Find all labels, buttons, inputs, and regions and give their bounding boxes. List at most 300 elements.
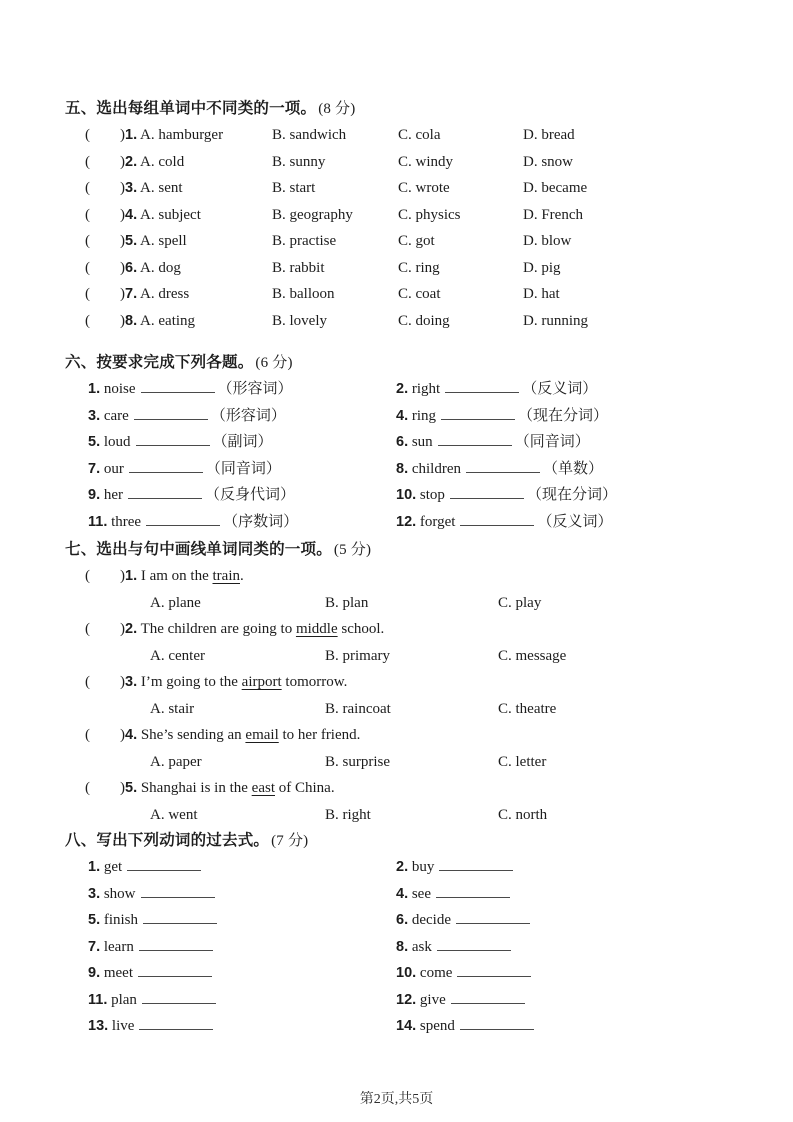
question-number: 9. bbox=[88, 965, 101, 981]
fill-item bbox=[88, 934, 396, 961]
item-word: care bbox=[103, 407, 129, 424]
option-text: wrote bbox=[415, 180, 450, 196]
fill-item bbox=[88, 960, 396, 987]
answer-bracket-open: ( bbox=[85, 180, 90, 196]
question-number: 7. bbox=[88, 460, 101, 477]
underlined-word: middle bbox=[295, 621, 338, 637]
answer-blank bbox=[439, 857, 513, 871]
section-title bbox=[65, 828, 738, 854]
sentence-post: of China. bbox=[275, 780, 335, 796]
options-row bbox=[150, 643, 738, 670]
answer-bracket-close: ) bbox=[120, 568, 125, 584]
question-sentence bbox=[120, 616, 738, 643]
answer-blank bbox=[445, 379, 519, 393]
item-hint: （反义词） bbox=[537, 513, 613, 530]
fill-items-grid bbox=[88, 376, 738, 535]
fill-item bbox=[396, 482, 738, 509]
item-word: buy bbox=[411, 859, 435, 875]
item-word: three bbox=[111, 513, 142, 530]
item-hint: （形容词） bbox=[217, 381, 293, 397]
underlined-word: east bbox=[251, 780, 275, 796]
question-row bbox=[85, 722, 738, 749]
sentence-pre: She’s sending an bbox=[140, 727, 246, 743]
fill-item bbox=[88, 881, 396, 908]
answer-bracket-close: ) bbox=[120, 286, 125, 302]
sentence-pre: I’m going to the bbox=[140, 674, 242, 690]
answer-blank bbox=[139, 1016, 213, 1030]
answer-blank bbox=[436, 884, 510, 898]
option-c bbox=[398, 308, 523, 335]
fill-item bbox=[88, 987, 396, 1014]
section-title-text: 五、选出每组单词中不同类的一项。 bbox=[65, 100, 317, 117]
option-a bbox=[150, 749, 325, 776]
fill-item bbox=[396, 907, 738, 934]
question-row bbox=[85, 122, 738, 149]
item-word: stop bbox=[419, 487, 445, 503]
option-label: B. bbox=[325, 594, 339, 611]
item-word: right bbox=[411, 381, 441, 397]
answer-bracket-close: ) bbox=[120, 621, 125, 637]
option-d bbox=[523, 202, 738, 229]
options-row bbox=[150, 802, 738, 829]
option-text: bread bbox=[541, 127, 575, 143]
question-number: 7. bbox=[125, 286, 138, 302]
option-text: center bbox=[168, 647, 205, 664]
question-row bbox=[85, 175, 738, 202]
option-text: got bbox=[415, 233, 435, 249]
sentence-pre: I am on the bbox=[140, 568, 213, 584]
option-text: raincoat bbox=[342, 700, 391, 717]
fill-item bbox=[396, 376, 738, 403]
option-text: windy bbox=[415, 153, 454, 170]
option-text: eating bbox=[158, 312, 196, 329]
option-label: A. bbox=[140, 127, 155, 143]
option-c bbox=[398, 255, 523, 282]
option-text: hat bbox=[541, 286, 560, 302]
option-label: B. bbox=[272, 206, 286, 223]
answer-blank bbox=[128, 485, 202, 499]
option-a bbox=[150, 696, 325, 723]
answer-blank bbox=[141, 884, 215, 898]
question-number: 4. bbox=[125, 727, 138, 743]
option-text: hamburger bbox=[158, 127, 224, 143]
question-number: 1. bbox=[125, 127, 138, 143]
item-hint: （形容词） bbox=[210, 407, 286, 424]
fill-item bbox=[396, 960, 738, 987]
option-text: cold bbox=[158, 153, 185, 170]
section-score: (6 分) bbox=[255, 355, 293, 371]
answer-blank bbox=[451, 990, 525, 1004]
question-row bbox=[85, 149, 738, 176]
option-text: message bbox=[515, 647, 567, 664]
option-b bbox=[272, 308, 398, 335]
options-row bbox=[150, 696, 738, 723]
section-title bbox=[65, 350, 738, 376]
option-label: B. bbox=[272, 312, 286, 329]
fill-item bbox=[396, 1013, 738, 1040]
question-number: 1. bbox=[88, 381, 101, 397]
option-text: sunny bbox=[289, 153, 326, 170]
question-row bbox=[85, 281, 738, 308]
question-number: 12. bbox=[396, 513, 417, 530]
option-b bbox=[325, 590, 498, 617]
option-d bbox=[523, 308, 738, 335]
option-text: running bbox=[541, 312, 589, 329]
item-word: ring bbox=[411, 407, 437, 424]
item-word: live bbox=[111, 1018, 135, 1034]
question-number: 4. bbox=[396, 407, 409, 424]
option-text: lovely bbox=[289, 312, 328, 329]
answer-bracket-open: ( bbox=[85, 259, 90, 276]
option-text: doing bbox=[415, 312, 450, 329]
option-label: C. bbox=[498, 806, 512, 823]
option-text: pig bbox=[541, 259, 561, 276]
item-word: give bbox=[419, 991, 446, 1008]
fill-item bbox=[88, 907, 396, 934]
option-label: A. bbox=[140, 153, 155, 170]
option-d bbox=[523, 255, 738, 282]
option-b bbox=[325, 643, 498, 670]
fill-item bbox=[396, 934, 738, 961]
fill-item bbox=[396, 854, 738, 881]
option-c bbox=[398, 281, 523, 308]
option-label: C. bbox=[398, 286, 412, 302]
answer-blank bbox=[136, 432, 210, 446]
option-text: sent bbox=[158, 180, 183, 196]
option-c bbox=[398, 175, 523, 202]
answer-blank bbox=[127, 857, 201, 871]
answer-bracket-close: ) bbox=[120, 206, 125, 223]
item-hint: （序数词） bbox=[223, 513, 299, 530]
option-text: play bbox=[515, 594, 542, 611]
fill-item bbox=[88, 854, 396, 881]
question-number: 9. bbox=[88, 487, 101, 503]
question-number: 3. bbox=[125, 674, 138, 690]
page-footer: 第2页,共5页 bbox=[359, 1092, 434, 1107]
option-label: D. bbox=[523, 233, 538, 249]
question-number: 2. bbox=[396, 381, 409, 397]
answer-blank bbox=[139, 937, 213, 951]
option-text: subject bbox=[158, 206, 201, 223]
answer-bracket-open: ( bbox=[85, 780, 90, 796]
section-8 bbox=[65, 828, 738, 1040]
option-text: plan bbox=[342, 594, 369, 611]
option-label: C. bbox=[398, 233, 412, 249]
section-title-text: 八、写出下列动词的过去式。 bbox=[65, 832, 270, 849]
section-title bbox=[65, 96, 738, 122]
option-text: coat bbox=[415, 286, 441, 302]
question-number: 1. bbox=[88, 859, 101, 875]
question-sentence bbox=[120, 775, 738, 802]
option-label: A. bbox=[140, 286, 155, 302]
sentence-pre: The children are going to bbox=[140, 621, 296, 637]
option-label: C. bbox=[398, 153, 412, 170]
sentence-post: to her friend. bbox=[278, 727, 361, 743]
option-label: B. bbox=[272, 153, 286, 170]
section-6 bbox=[65, 350, 738, 535]
option-text: sandwich bbox=[289, 127, 347, 143]
question-row bbox=[85, 255, 738, 282]
section-score: (7 分) bbox=[271, 833, 309, 849]
option-c bbox=[498, 749, 738, 776]
answer-blank bbox=[460, 512, 534, 526]
option-b bbox=[272, 202, 398, 229]
question-number: 5. bbox=[88, 434, 101, 450]
option-label: B. bbox=[272, 127, 286, 143]
question-row bbox=[85, 228, 738, 255]
fill-item bbox=[396, 456, 738, 483]
option-b bbox=[325, 696, 498, 723]
item-hint: （反身代词） bbox=[205, 487, 296, 503]
option-label: D. bbox=[523, 259, 538, 276]
section-score: (8 分) bbox=[318, 101, 356, 117]
option-label: C. bbox=[498, 647, 512, 664]
option-text: dress bbox=[158, 286, 190, 302]
fill-item bbox=[88, 1013, 396, 1040]
question-number: 6. bbox=[125, 259, 138, 276]
option-label: C. bbox=[398, 259, 412, 276]
question-row bbox=[85, 669, 738, 696]
item-hint: （现在分词） bbox=[526, 487, 617, 503]
option-c bbox=[498, 590, 738, 617]
answer-blank bbox=[129, 459, 203, 473]
option-label: B. bbox=[325, 700, 339, 717]
option-b bbox=[272, 122, 398, 149]
question-number: 8. bbox=[396, 460, 409, 477]
answer-blank bbox=[460, 1016, 534, 1030]
item-word: meet bbox=[103, 965, 133, 981]
question-number: 6. bbox=[396, 434, 409, 450]
option-a bbox=[120, 149, 272, 176]
question-row bbox=[85, 775, 738, 802]
item-word: our bbox=[103, 460, 124, 477]
question-number: 6. bbox=[396, 912, 409, 928]
answer-blank bbox=[450, 485, 524, 499]
item-hint: （同音词） bbox=[205, 460, 281, 477]
question-block bbox=[65, 616, 738, 669]
option-b bbox=[325, 749, 498, 776]
question-number: 3. bbox=[88, 407, 101, 424]
answer-bracket-close: ) bbox=[120, 233, 125, 249]
question-sentence bbox=[120, 722, 738, 749]
answer-bracket-close: ) bbox=[120, 727, 125, 743]
option-text: practise bbox=[289, 233, 337, 249]
option-label: A. bbox=[150, 806, 165, 823]
option-a bbox=[120, 255, 272, 282]
fill-item bbox=[396, 509, 738, 536]
option-label: D. bbox=[523, 153, 538, 170]
section-score: (5 分) bbox=[333, 542, 372, 558]
question-row bbox=[85, 563, 738, 590]
answer-bracket-close: ) bbox=[120, 674, 125, 690]
question-number: 5. bbox=[88, 912, 101, 928]
option-label: C. bbox=[498, 753, 512, 770]
answer-bracket-close: ) bbox=[120, 259, 125, 276]
option-text: went bbox=[168, 806, 198, 823]
item-word: come bbox=[419, 965, 453, 981]
item-word: learn bbox=[103, 938, 134, 955]
question-row bbox=[85, 202, 738, 229]
question-number: 4. bbox=[125, 206, 138, 223]
option-text: stair bbox=[168, 700, 195, 717]
answer-bracket-close: ) bbox=[120, 153, 125, 170]
option-text: start bbox=[289, 180, 316, 196]
answer-blank bbox=[143, 910, 217, 924]
question-number: 10. bbox=[396, 487, 417, 503]
option-b bbox=[272, 175, 398, 202]
option-d bbox=[523, 149, 738, 176]
question-number: 11. bbox=[88, 991, 108, 1008]
option-text: theatre bbox=[515, 700, 557, 717]
option-a bbox=[120, 122, 272, 149]
section-5 bbox=[65, 96, 738, 334]
option-b bbox=[325, 802, 498, 829]
item-hint: （副词） bbox=[212, 434, 273, 450]
question-block bbox=[65, 669, 738, 722]
item-word: loud bbox=[103, 434, 131, 450]
option-text: ring bbox=[415, 259, 440, 276]
answer-blank bbox=[466, 459, 540, 473]
option-text: letter bbox=[515, 753, 547, 770]
option-label: C. bbox=[398, 312, 412, 329]
option-d bbox=[523, 228, 738, 255]
question-number: 5. bbox=[125, 780, 138, 796]
fill-item bbox=[88, 376, 396, 403]
option-text: cola bbox=[415, 127, 441, 143]
option-label: A. bbox=[140, 180, 155, 196]
underlined-word: airport bbox=[241, 674, 282, 690]
option-text: surprise bbox=[342, 753, 391, 770]
option-label: A. bbox=[140, 206, 155, 223]
fill-item bbox=[88, 456, 396, 483]
option-label: D. bbox=[523, 127, 538, 143]
question-block bbox=[65, 775, 738, 828]
question-row bbox=[85, 308, 738, 335]
option-label: D. bbox=[523, 206, 538, 223]
option-a bbox=[150, 590, 325, 617]
item-word: children bbox=[411, 460, 461, 477]
option-d bbox=[523, 175, 738, 202]
item-word: get bbox=[103, 859, 123, 875]
sentence-post: . bbox=[240, 568, 244, 584]
question-number: 2. bbox=[125, 153, 138, 170]
question-number: 4. bbox=[396, 885, 409, 902]
answer-bracket-close: ) bbox=[120, 312, 125, 329]
underlined-word: email bbox=[245, 727, 279, 743]
option-text: snow bbox=[541, 153, 574, 170]
option-text: blow bbox=[541, 233, 572, 249]
option-c bbox=[498, 643, 738, 670]
option-c bbox=[398, 149, 523, 176]
answer-blank bbox=[437, 937, 511, 951]
option-label: B. bbox=[272, 286, 286, 302]
question-number: 14. bbox=[396, 1018, 417, 1034]
option-a bbox=[120, 308, 272, 335]
option-label: C. bbox=[398, 127, 412, 143]
option-c bbox=[498, 802, 738, 829]
option-text: right bbox=[342, 806, 371, 823]
option-text: primary bbox=[342, 647, 390, 664]
question-number: 12. bbox=[396, 991, 417, 1008]
option-b bbox=[272, 228, 398, 255]
question-number: 5. bbox=[125, 233, 138, 249]
item-word: ask bbox=[411, 938, 432, 955]
section-title-text: 六、按要求完成下列各题。 bbox=[65, 354, 254, 371]
option-label: B. bbox=[325, 753, 339, 770]
option-text: paper bbox=[168, 753, 202, 770]
option-a bbox=[120, 202, 272, 229]
fill-item bbox=[88, 429, 396, 456]
option-label: A. bbox=[150, 647, 165, 664]
question-sentence bbox=[120, 563, 738, 590]
sentence-post: tomorrow. bbox=[281, 674, 348, 690]
option-d bbox=[523, 122, 738, 149]
option-c bbox=[398, 122, 523, 149]
option-text: geography bbox=[289, 206, 353, 223]
fill-item bbox=[396, 987, 738, 1014]
option-a bbox=[120, 228, 272, 255]
option-c bbox=[398, 202, 523, 229]
option-label: A. bbox=[150, 700, 165, 717]
option-text: spell bbox=[158, 233, 187, 249]
option-a bbox=[120, 281, 272, 308]
question-sentence bbox=[120, 669, 738, 696]
question-number: 3. bbox=[125, 180, 138, 196]
answer-blank bbox=[457, 963, 531, 977]
option-label: B. bbox=[272, 233, 286, 249]
answer-blank bbox=[146, 512, 220, 526]
options-row bbox=[150, 749, 738, 776]
question-number: 3. bbox=[88, 885, 101, 902]
answer-blank bbox=[142, 990, 216, 1004]
option-text: rabbit bbox=[289, 259, 325, 276]
option-label: A. bbox=[140, 259, 155, 276]
question-number: 10. bbox=[396, 965, 417, 981]
answer-blank bbox=[456, 910, 530, 924]
item-hint: （单数） bbox=[543, 460, 604, 477]
question-number: 7. bbox=[88, 938, 101, 955]
option-a bbox=[150, 643, 325, 670]
item-hint: （反义词） bbox=[522, 381, 598, 397]
item-word: see bbox=[411, 885, 431, 902]
option-label: C. bbox=[498, 700, 512, 717]
question-number: 13. bbox=[88, 1018, 109, 1034]
item-word: show bbox=[103, 885, 136, 902]
option-text: balloon bbox=[289, 286, 335, 302]
sentence-pre: Shanghai is in the bbox=[140, 780, 252, 796]
underlined-word: train bbox=[212, 568, 240, 584]
answer-bracket-open: ( bbox=[85, 127, 90, 143]
answer-blank bbox=[134, 406, 208, 420]
answer-bracket-open: ( bbox=[85, 621, 90, 637]
option-label: D. bbox=[523, 286, 538, 302]
option-label: D. bbox=[523, 312, 538, 329]
item-word: sun bbox=[411, 434, 433, 450]
option-b bbox=[272, 281, 398, 308]
item-word: her bbox=[103, 487, 123, 503]
item-word: spend bbox=[419, 1018, 455, 1034]
fill-item bbox=[88, 509, 396, 536]
fill-item bbox=[88, 482, 396, 509]
option-label: B. bbox=[325, 647, 339, 664]
option-text: physics bbox=[415, 206, 461, 223]
answer-bracket-open: ( bbox=[85, 153, 90, 170]
question-number: 8. bbox=[125, 312, 138, 329]
answer-bracket-open: ( bbox=[85, 286, 90, 302]
answer-blank bbox=[138, 963, 212, 977]
question-number: 1. bbox=[125, 568, 138, 584]
option-label: C. bbox=[398, 206, 412, 223]
